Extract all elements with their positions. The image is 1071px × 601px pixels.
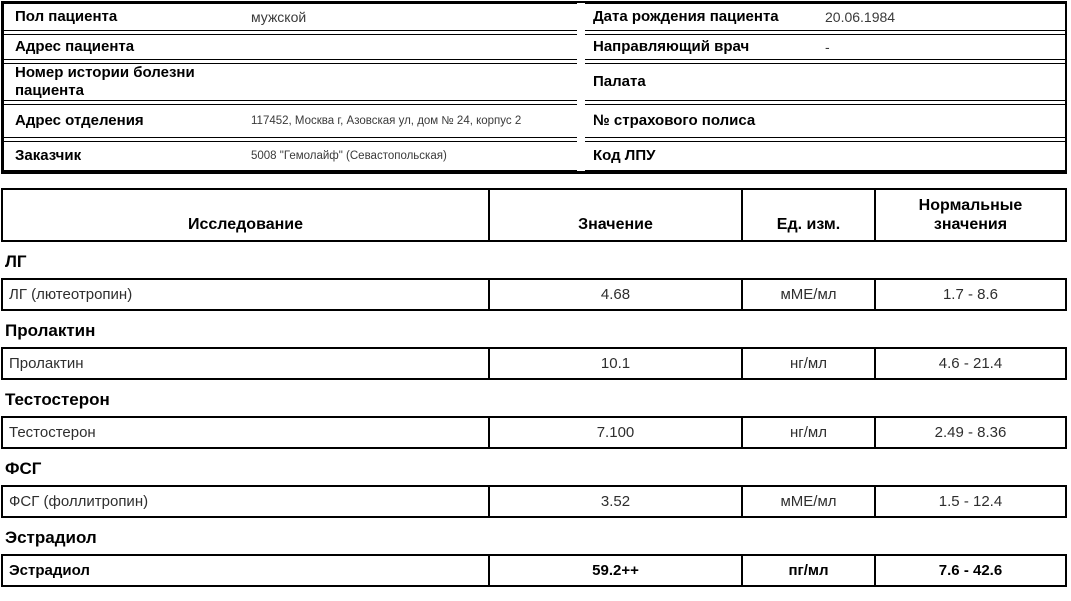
- info-label: Код ЛПУ: [593, 147, 656, 164]
- section-title: Пролактин: [5, 321, 96, 340]
- test-name-cell: Пролактин: [9, 355, 84, 372]
- patient-info-row: [4, 63, 1065, 101]
- header-cell-normal: [874, 190, 1065, 240]
- patient-info-row: [4, 141, 1065, 171]
- results-header-row: [1, 188, 1067, 242]
- section-title: ФСГ: [5, 459, 42, 478]
- patient-info-cell-right: [585, 104, 1065, 138]
- patient-info-row: [4, 34, 1065, 60]
- result-row: [1, 347, 1067, 380]
- info-label: Адрес пациента: [15, 38, 135, 55]
- test-name-cell: ФСГ (фоллитропин): [9, 493, 149, 510]
- units-cell: пг/мл: [741, 556, 874, 585]
- info-label: № страхового полиса: [593, 112, 756, 129]
- test-name-cell: Тестостерон: [9, 424, 96, 441]
- section-title: Тестостерон: [5, 390, 110, 409]
- units-cell: мМЕ/мл: [741, 280, 874, 309]
- info-label: Дата рождения пациента: [593, 8, 779, 25]
- header-label: Значение: [578, 216, 653, 233]
- results-body: [1, 242, 1067, 587]
- info-label: Адрес отделения: [15, 112, 144, 129]
- patient-info-table: [1, 1, 1067, 174]
- info-value: мужской: [251, 8, 307, 25]
- patient-info-cell-right: [585, 3, 1065, 31]
- results-table: [1, 188, 1067, 587]
- header-label: Ед. изм.: [776, 216, 841, 233]
- patient-info-row: [4, 104, 1065, 138]
- units-cell: нг/мл: [741, 418, 874, 447]
- info-value: 117452, Москва г, Азовская ул, дом № 24, корпус 2: [251, 114, 522, 127]
- patient-info-cell-right: [585, 63, 1065, 101]
- info-value: 20.06.1984: [825, 8, 896, 25]
- patient-info-row: [4, 3, 1065, 31]
- info-label: Номер истории болезни пациента: [15, 64, 195, 99]
- header-cell-units: [741, 190, 874, 240]
- info-label: Заказчик: [15, 147, 82, 164]
- value-cell: 4.68: [488, 280, 741, 309]
- info-label: Палата: [593, 73, 646, 90]
- section-title: ЛГ: [5, 252, 27, 271]
- info-label: Направляющий врач: [593, 38, 750, 55]
- header-label: Нормальные значения: [918, 197, 1023, 233]
- normal-range-cell: 7.6 - 42.6: [874, 556, 1065, 585]
- value-cell: 10.1: [488, 349, 741, 378]
- value-cell: 3.52: [488, 487, 741, 516]
- value-cell: 7.100: [488, 418, 741, 447]
- header-label: Исследование: [188, 216, 303, 233]
- test-name-cell: Эстрадиол: [9, 562, 90, 579]
- normal-range-cell: 1.7 - 8.6: [874, 280, 1065, 309]
- result-row: [1, 416, 1067, 449]
- normal-range-cell: 2.49 - 8.36: [874, 418, 1065, 447]
- units-cell: нг/мл: [741, 349, 874, 378]
- result-row: [1, 554, 1067, 587]
- section-title: Эстрадиол: [5, 528, 97, 547]
- normal-range-cell: 1.5 - 12.4: [874, 487, 1065, 516]
- value-cell: 59.2++: [488, 556, 741, 585]
- result-row: [1, 278, 1067, 311]
- header-cell-test: [3, 190, 488, 240]
- info-value: -: [825, 38, 830, 55]
- patient-info-cell-right: [585, 141, 1065, 171]
- info-label: Пол пациента: [15, 8, 118, 25]
- header-cell-value: [488, 190, 741, 240]
- units-cell: мМЕ/мл: [741, 487, 874, 516]
- normal-range-cell: 4.6 - 21.4: [874, 349, 1065, 378]
- patient-info-cell-left: [4, 104, 577, 138]
- patient-info-cell-left: [4, 63, 577, 101]
- result-row: [1, 485, 1067, 518]
- patient-info-cell-left: [4, 141, 577, 171]
- info-value: 5008 "Гемолайф" (Севастопольская): [251, 149, 447, 162]
- patient-info-cell-left: [4, 3, 577, 31]
- patient-info-cell-left: [4, 34, 577, 60]
- patient-info-cell-right: [585, 34, 1065, 60]
- test-name-cell: ЛГ (лютеотропин): [9, 286, 133, 303]
